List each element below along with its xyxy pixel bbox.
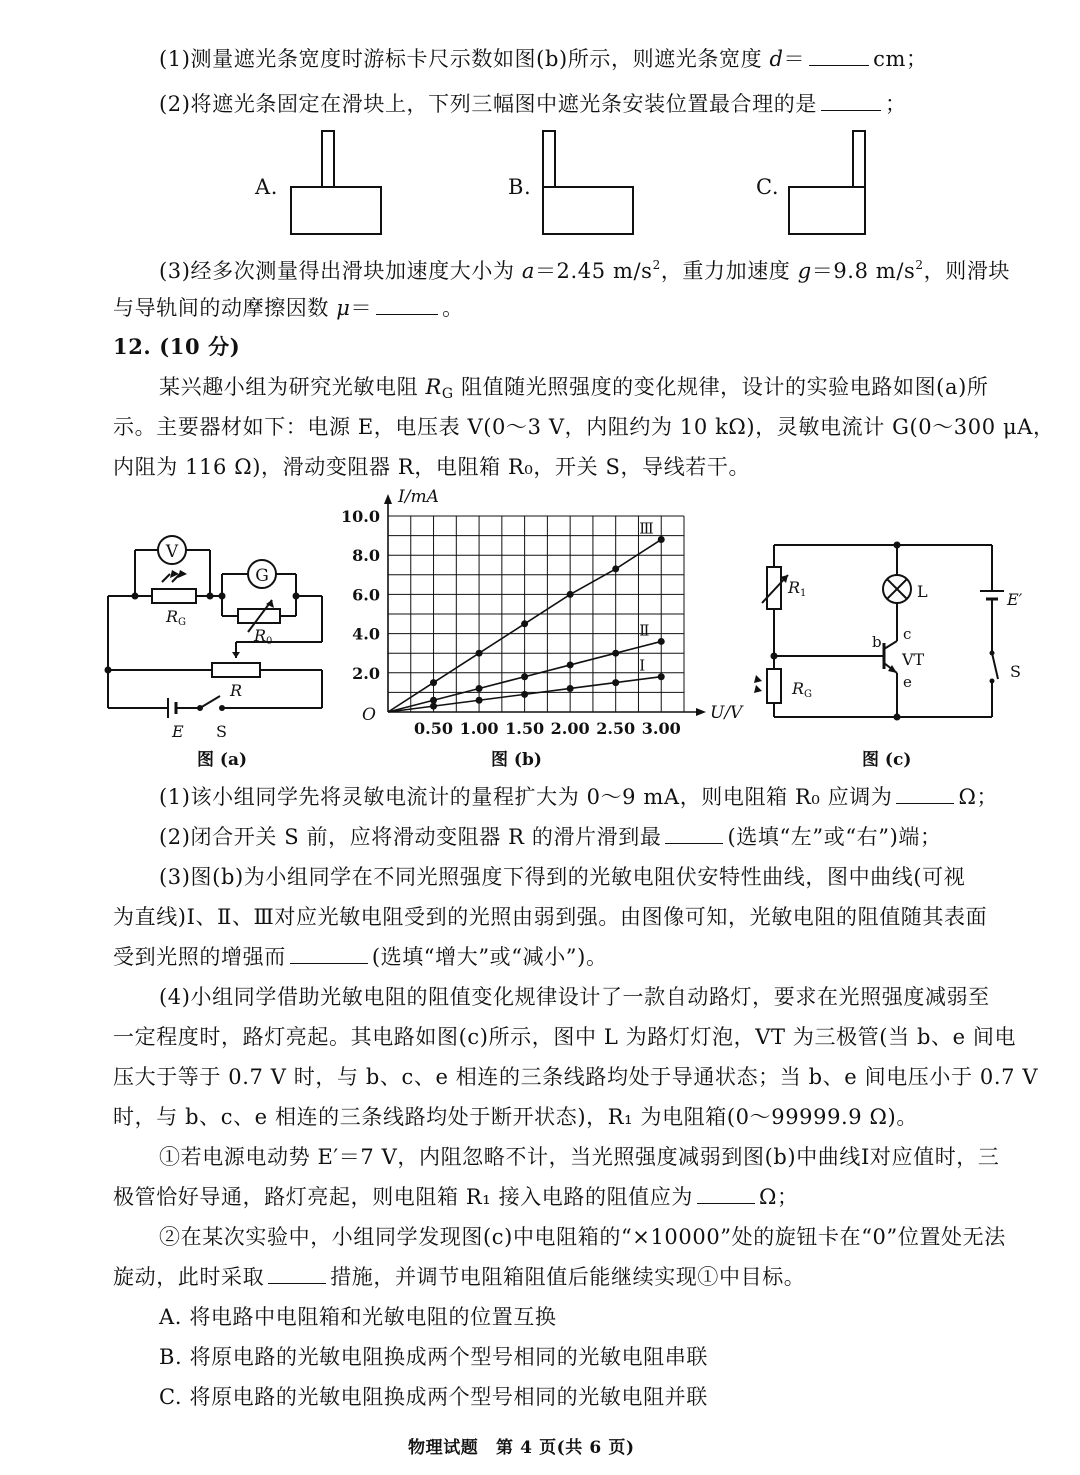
period: 。: [442, 296, 464, 320]
x-axis-arrow-icon: [696, 708, 706, 716]
semicolon: ；: [884, 92, 907, 116]
c2-text: 旋动，此时采取: [113, 1265, 265, 1289]
option-a[interactable]: A. 将电路中电阻箱和光敏电阻的位置互换: [159, 1305, 557, 1329]
q12-s4-line2: 一定程度时，路灯亮起。其电路如图(c)所示，图中 L 为路灯灯泡，VT 为三极管(当 b、e 间电: [113, 1025, 1017, 1049]
gravity-value: ＝9.8 m/s: [811, 259, 916, 283]
q12-s3-line2: 为直线)Ⅰ、Ⅱ、Ⅲ对应光敏电阻受到的光照由弱到强。由图像可知，光敏电阻的阻值随其表面: [113, 905, 988, 929]
exponent: 2: [915, 258, 924, 272]
caption-fig-a: 图 (a): [197, 750, 248, 770]
answer-blank[interactable]: [376, 294, 438, 315]
s1-text: (1)该小组同学先将灵敏电流计的量程扩大为 0～9 mA，则电阻箱 R₀ 应调为: [159, 785, 893, 809]
data-point: [476, 650, 483, 657]
label-rg: R: [166, 607, 179, 626]
junction-dots: [105, 593, 300, 712]
data-point: [612, 650, 619, 657]
label-r0: R: [254, 626, 267, 645]
circuit-figure-a: [100, 530, 335, 741]
resistor-box-r1-icon: [767, 567, 781, 609]
q11-part2: [159, 89, 907, 119]
arrow-icon: [754, 675, 762, 683]
option-c-figure: [786, 128, 886, 238]
label-b: b: [872, 633, 882, 651]
caption-fig-b: 图 (b): [491, 750, 542, 770]
data-point: [567, 591, 574, 598]
data-point: [521, 620, 528, 627]
s3-text: 受到光照的增强而: [113, 945, 286, 969]
x-tick-label: 1.00: [459, 719, 499, 738]
q12-s2: [159, 822, 942, 852]
shading-strip: [322, 131, 334, 187]
eq-sign: ＝: [783, 47, 806, 71]
series-label: Ⅱ: [639, 621, 650, 640]
q12-s4-line4: 时，与 b、c、e 相连的三条线路均处于断开状态)，R₁ 为电阻箱(0～99999.9 Ω)。: [113, 1105, 918, 1129]
arrow-icon: [232, 652, 240, 658]
data-point: [612, 565, 619, 572]
s1-unit: Ω；: [958, 785, 999, 809]
chart-series: [388, 520, 665, 712]
c1-unit: Ω；: [758, 1185, 799, 1209]
photoresistor-rg-icon: [767, 669, 781, 703]
label-r1-sub: 1: [800, 588, 807, 599]
s3-end: (选填“增大”或“减小”)。: [371, 945, 608, 969]
shading-strip: [543, 131, 555, 187]
q11-part3-line2: [113, 293, 464, 323]
q12-c1-line2: [113, 1182, 799, 1212]
option-a-figure: [285, 128, 385, 238]
q11-part3: [159, 250, 1010, 286]
option-b-label: B.: [508, 175, 532, 199]
data-point: [658, 638, 665, 645]
data-point: [430, 679, 437, 686]
q12-intro2: 示。主要器材如下：电源 E，电压表 V(0～3 V，内阻约为 10 kΩ)，灵敏电流计 G(0～300 μA，: [113, 415, 1055, 439]
x-tick-label: 2.50: [596, 719, 636, 738]
var-a: a: [521, 259, 535, 283]
label-rg-sub: G: [804, 689, 812, 700]
data-point: [476, 685, 483, 692]
q11-part1: [159, 44, 928, 74]
q12-c1-line1: ①若电源电动势 E′＝7 V，内阻忽略不计，当光照强度减弱到图(b)中曲线Ⅰ对应值时，三: [159, 1145, 1000, 1169]
y-tick-label: 4.0: [352, 624, 380, 644]
c2-end: 措施，并调节电阻箱阻值后能继续实现①中目标。: [330, 1265, 806, 1289]
data-point: [567, 685, 574, 692]
q11-part3-text: (3)经多次测量得出滑块加速度大小为: [159, 259, 522, 283]
answer-blank[interactable]: [268, 1263, 326, 1284]
q11-part2-text: (2)将遮光条固定在滑块上，下列三幅图中遮光条安装位置最合理的是: [159, 92, 817, 116]
label-l: L: [917, 582, 928, 601]
q12-header: 12. (10 分): [113, 334, 241, 359]
var-mu: μ: [336, 296, 351, 320]
page-footer: 物理试题 第 4 页(共 6 页): [408, 1438, 635, 1458]
slider-block: [291, 187, 381, 234]
q12-c2-line1: ②在某次实验中，小组同学发现图(c)中电阻箱的“×10000”处的旋钮卡在“0”位置处无法: [159, 1225, 1006, 1249]
q11-part3-line2-text: 与导轨间的动摩擦因数: [113, 296, 337, 320]
q11-part3-end: ，则滑块: [923, 259, 1011, 283]
x-tick-label: 2.00: [550, 719, 590, 738]
unit-cm: cm；: [873, 47, 928, 71]
c1-text: 极管恰好导通，路灯亮起，则电阻箱 R₁ 接入电路的阻值应为: [113, 1185, 693, 1209]
q12-intro3: 内阻为 116 Ω)，滑动变阻器 R，电阻箱 R₀，开关 S，导线若干。: [113, 455, 751, 479]
caption-fig-c: 图 (c): [862, 750, 912, 770]
q11-part1-text: (1)测量遮光条宽度时游标卡尺示数如图(b)所示，则遮光条宽度: [159, 47, 770, 71]
subscript: G: [441, 386, 454, 402]
y-axis-label: I/mA: [398, 487, 439, 507]
label-vt: VT: [902, 650, 925, 669]
circuit-figure-c: [760, 535, 1040, 730]
eq-sign: ＝: [350, 296, 373, 320]
x-axis-label: U/V: [710, 703, 743, 723]
label-r: R: [230, 681, 243, 700]
slider-block: [543, 187, 633, 234]
s2-end: (选填“左”或“右”)端；: [727, 825, 942, 849]
label-s: S: [1010, 662, 1021, 681]
data-point: [658, 673, 665, 680]
x-tick-label: 3.00: [641, 719, 681, 738]
label-s: S: [216, 722, 227, 741]
switch-icon: [992, 653, 998, 679]
data-point: [430, 697, 437, 704]
arrow-icon: [754, 685, 762, 693]
exponent: 2: [652, 258, 661, 272]
y-tick-label: 8.0: [352, 546, 380, 566]
q12-s3-line1: (3)图(b)为小组同学在不同光照强度下得到的光敏电阻伏安特性曲线，图中曲线(可视: [159, 865, 966, 889]
option-c[interactable]: C. 将原电路的光敏电阻换成两个型号相同的光敏电阻并联: [159, 1385, 708, 1409]
y-tick-label: 6.0: [352, 585, 380, 605]
q12-c2-line2: [113, 1262, 805, 1292]
x-tick-label: 1.50: [505, 719, 545, 738]
label-c: c: [903, 625, 912, 643]
var-r: R: [425, 375, 442, 399]
y-tick-label: 2.0: [352, 663, 380, 683]
var-d: d: [769, 47, 784, 71]
answer-blank[interactable]: [697, 1183, 755, 1204]
answer-blank[interactable]: [290, 943, 368, 964]
label-r1: R: [788, 578, 801, 597]
switch-icon: [200, 696, 220, 708]
q12-s4-line1: (4)小组同学借助光敏电阻的阻值变化规律设计了一款自动路灯，要求在光照强度减弱至: [159, 985, 990, 1009]
origin-label: O: [362, 705, 376, 725]
option-a-label: A.: [255, 175, 279, 199]
y-tick-label: 10.0: [341, 507, 380, 526]
label-rg: R: [792, 679, 805, 698]
data-point: [658, 536, 665, 543]
data-point: [521, 673, 528, 680]
iv-chart: [330, 487, 743, 738]
q12-s3-line3: [113, 942, 608, 972]
option-b[interactable]: B. 将原电路的光敏电阻换成两个型号相同的光敏电阻串联: [159, 1345, 708, 1369]
answer-blank[interactable]: [896, 783, 954, 804]
rheostat-icon: [212, 663, 260, 677]
label-v: V: [165, 542, 179, 562]
label-r0-sub: 0: [266, 636, 273, 647]
arrow-icon: [178, 570, 187, 578]
x-tick-label: 0.50: [414, 719, 454, 738]
slider-block: [789, 187, 865, 234]
answer-blank[interactable]: [665, 823, 723, 844]
option-c-label: C.: [756, 175, 780, 199]
intro-text-end: 阻值随光照强度的变化规律，设计的实验电路如图(a)所: [453, 375, 989, 399]
photoresistor-rg-icon: [152, 589, 196, 603]
q12-s1: [159, 782, 998, 812]
q12-intro1: [159, 372, 988, 409]
label-e: E: [172, 722, 184, 741]
accel-value: ＝2.45 m/s: [534, 259, 653, 283]
data-point: [476, 697, 483, 704]
s2-text: (2)闭合开关 S 前，应将滑动变阻器 R 的滑片滑到最: [159, 825, 662, 849]
data-point: [521, 691, 528, 698]
y-axis-arrow-icon: [384, 494, 392, 504]
series-label: Ⅲ: [639, 519, 654, 538]
option-b-figure: [538, 128, 638, 238]
var-g: g: [797, 259, 812, 283]
label-e-prime: E′: [1007, 590, 1023, 609]
answer-blank[interactable]: [809, 45, 869, 66]
data-point: [567, 661, 574, 668]
data-point: [612, 679, 619, 686]
label-g: G: [255, 566, 269, 586]
series-label: Ⅰ: [639, 656, 646, 675]
label-rg-sub: G: [178, 617, 186, 628]
label-e: e: [903, 673, 912, 691]
answer-blank[interactable]: [821, 90, 881, 111]
shading-strip: [853, 131, 865, 187]
q12-s4-line3: 压大于等于 0.7 V 时，与 b、c、e 相连的三条线路均处于导通状态；当 b、e 间电压小于 0.7 V: [113, 1065, 1039, 1089]
intro-text: 某兴趣小组为研究光敏电阻: [159, 375, 426, 399]
q11-part3-mid: ，重力加速度: [660, 259, 798, 283]
